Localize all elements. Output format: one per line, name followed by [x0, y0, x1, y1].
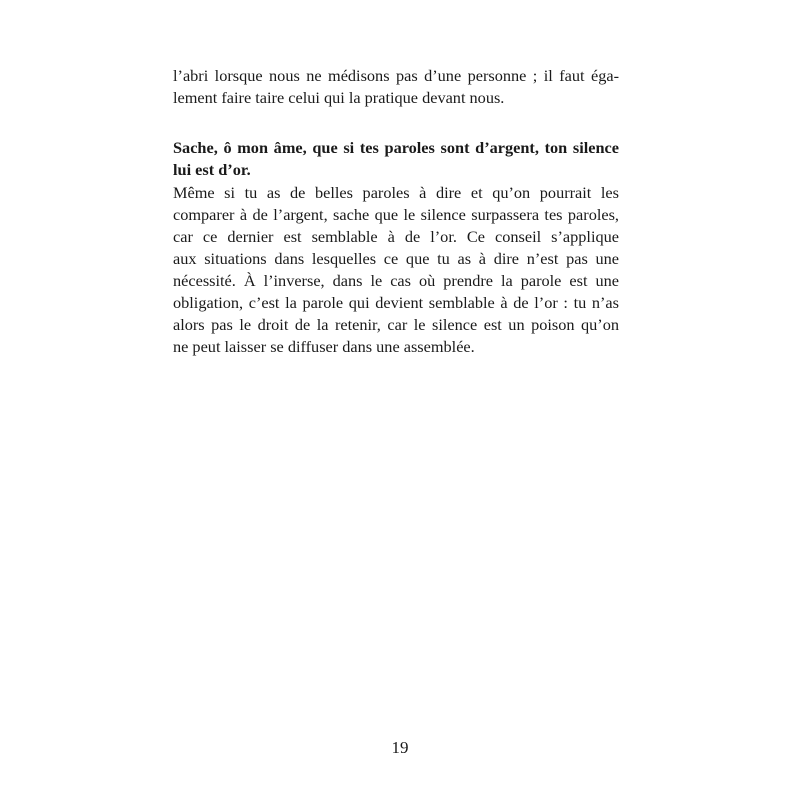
intro-paragraph — [173, 65, 619, 109]
page-number: 19 — [391, 738, 409, 757]
heading-line: lui est d’or. — [173, 160, 251, 179]
paragraph-line: alors pas le droit de la retenir, car le silence est un poison qu’on — [173, 315, 619, 334]
heading-line: Sache, ô mon âme, que si tes paroles sont d’argent, ton silence — [173, 138, 619, 157]
section-heading — [173, 137, 619, 181]
paragraph-line: ne peut laisser se diffuser dans une assemblée. — [173, 337, 475, 356]
paragraph-line: nécessité. À l’inverse, dans le cas où prendre la parole est une — [173, 271, 619, 290]
paragraph-line: comparer à de l’argent, sache que le silence surpassera tes paroles, — [173, 205, 619, 224]
paragraph-line: car ce dernier est semblable à de l’or. Ce conseil s’applique — [173, 227, 619, 246]
paragraph-line: aux situations dans lesquelles ce que tu as à dire n’est pas une — [173, 249, 619, 268]
paragraph-line: l’abri lorsque nous ne médisons pas d’une personne ; il faut éga- — [173, 66, 619, 85]
paragraph-line: obligation, c’est la parole qui devient semblable à de l’or : tu n’as — [173, 293, 619, 312]
body-paragraph — [173, 182, 619, 358]
paragraph-line: Même si tu as de belles paroles à dire et qu’on pourrait les — [173, 183, 619, 202]
paragraph-line: lement faire taire celui qui la pratique devant nous. — [173, 88, 505, 107]
